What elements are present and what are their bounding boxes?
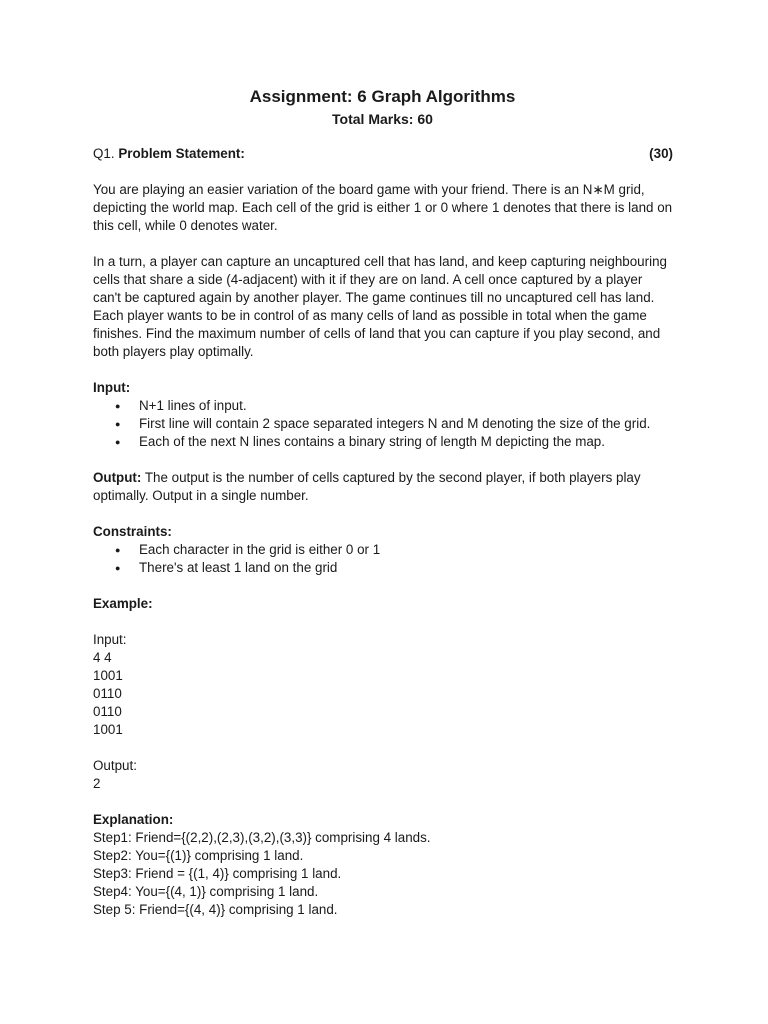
example-input-line: 1001 [93, 668, 123, 683]
list-item: ● Each character in the grid is either 0 or 1 [93, 541, 673, 559]
question-header [93, 145, 673, 163]
explanation-step: Step3: Friend = {(1, 4)} comprising 1 land. [93, 866, 342, 881]
explanation-step: Step2: You={(1)} comprising 1 land. [93, 848, 304, 863]
question-marks: (30) [649, 146, 673, 161]
document-body [93, 145, 673, 919]
question-heading: Problem Statement: [118, 146, 245, 161]
problem-paragraph: In a turn, a player can capture an uncaptured cell that has land, and keep capturing neighbouring cells that share a side (4-adjacent) with it if they are on land. A cell once captured by a player can't be captured again by another player. The game continues till no uncaptured cell has land. Each player wants to be in control of as many cells of land as possible in total when the game finishes. Find the maximum number of cells of land that you can capture if you play second, and both players play optimally. [93, 254, 667, 359]
example-output-value: 2 [93, 776, 101, 791]
list-item: ● First line will contain 2 space separated integers N and M denoting the size of the grid. [93, 415, 673, 433]
list-item: ● There's at least 1 land on the grid [93, 559, 673, 577]
constraints-heading: Constraints: [93, 524, 172, 539]
example-input-lines [93, 649, 673, 739]
explanation-heading: Explanation: [93, 812, 174, 827]
question-title [93, 145, 245, 163]
output-text: The output is the number of cells captured by the second player, if both players play optimally. Output in a single number. [93, 470, 641, 503]
example-input-line: 4 4 [93, 650, 112, 665]
example-input-line: 0110 [93, 686, 122, 701]
explanation-step: Step1: Friend={(2,2),(2,3),(3,2),(3,3)} comprising 4 lands. [93, 830, 431, 845]
total-marks: Total Marks: 60 [332, 111, 433, 127]
example-heading: Example: [93, 596, 153, 611]
example-output-label: Output: [93, 758, 137, 773]
constraints-list [93, 541, 673, 577]
problem-paragraph: You are playing an easier variation of the board game with your friend. There is an N∗M grid, depicting the world map. Each cell of the grid is either 1 or 0 where 1 denotes that there is land on this cell, while 0 denotes water. [93, 182, 673, 233]
output-heading: Output: [93, 470, 142, 485]
document-title: Assignment: 6 Graph Algorithms [249, 87, 516, 106]
example-input-line: 1001 [93, 722, 123, 737]
output-paragraph [93, 469, 673, 505]
explanation-step: Step 5: Friend={(4, 4)} comprising 1 land. [93, 902, 338, 917]
input-list [93, 397, 673, 451]
explanation-step: Step4: You={(4, 1)} comprising 1 land. [93, 884, 319, 899]
list-item: ● Each of the next N lines contains a binary string of length M depicting the map. [93, 433, 673, 451]
example-input-label: Input: [93, 632, 127, 647]
list-item: ● N+1 lines of input. [93, 397, 673, 415]
example-input-line: 0110 [93, 704, 122, 719]
question-number: Q1. [93, 146, 115, 161]
input-heading: Input: [93, 380, 131, 395]
